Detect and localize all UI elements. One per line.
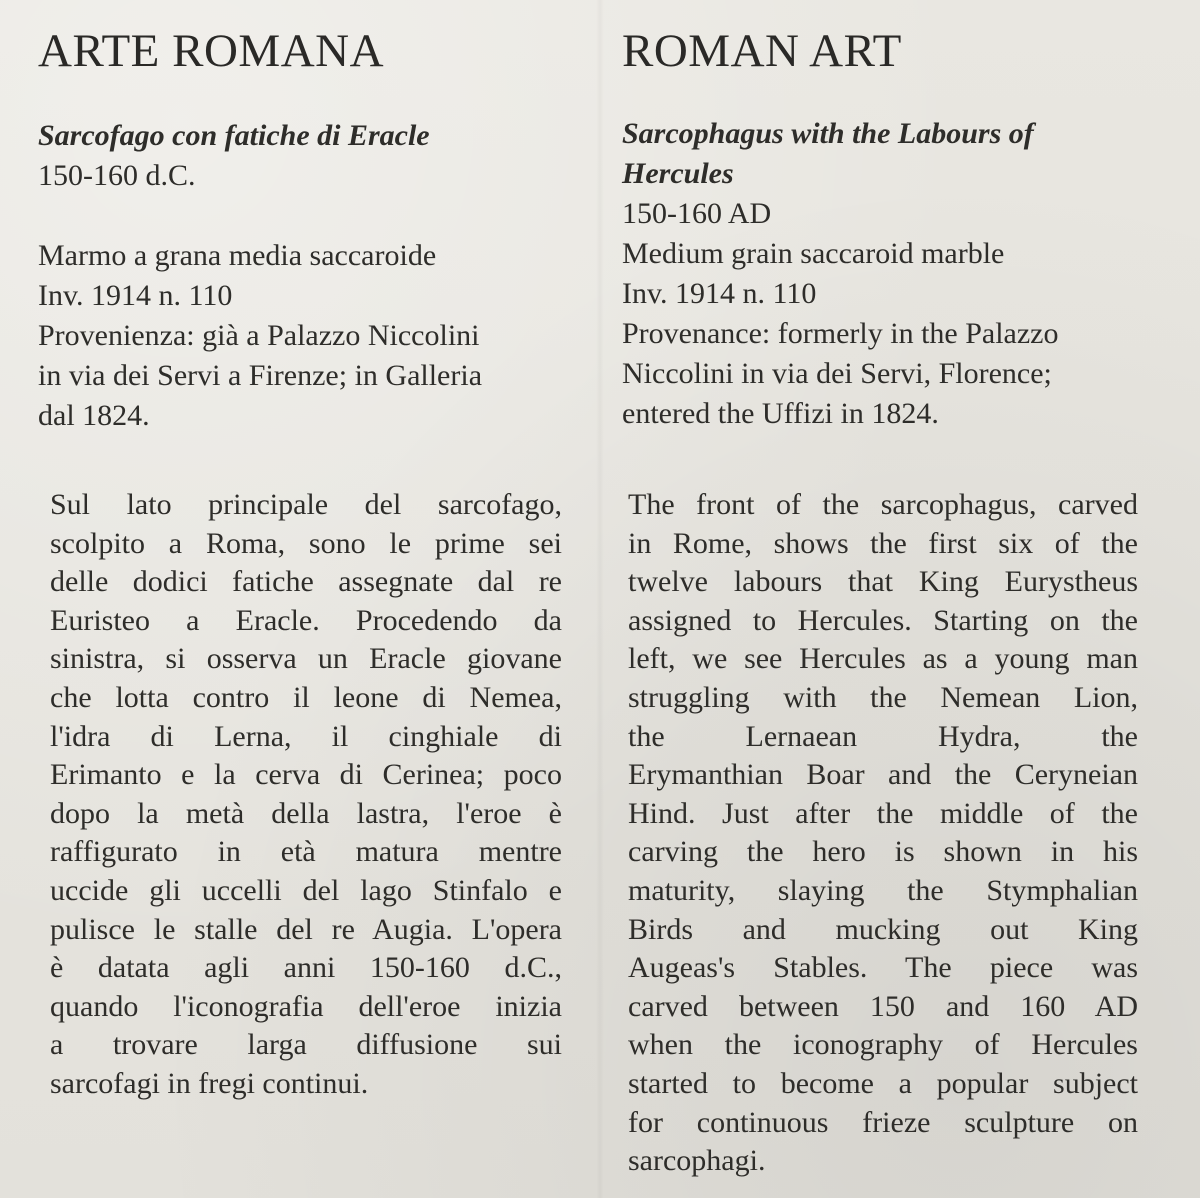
- english-description-line: Erymanthian Boar and the Ceryneian: [628, 758, 1138, 792]
- english-inventory: Inv. 1914 n. 110: [622, 277, 817, 310]
- english-artwork-title-line: Sarcophagus with the Labours of: [622, 117, 1034, 150]
- italian-heading: ARTE ROMANA: [38, 25, 385, 77]
- italian-provenance-line: dal 1824.: [38, 399, 150, 432]
- italian-description-line: Sul lato principale del sarcofago,: [50, 488, 562, 521]
- english-description-line: Augeas's Stables. The piece was: [628, 951, 1138, 985]
- english-description-line: Birds and mucking out King: [628, 912, 1138, 946]
- italian-description-line: pulisce le stalle del re Augia. L'opera: [50, 912, 562, 946]
- english-description-line: The front of the sarcophagus, carved: [628, 488, 1138, 521]
- italian-artwork-date: 150-160 d.C.: [38, 159, 196, 192]
- italian-description-line: Erimanto e la cerva di Cerinea; poco: [50, 758, 562, 792]
- italian-material: Marmo a grana media saccaroide: [38, 239, 437, 272]
- italian-provenance-line: Provenienza: già a Palazzo Niccolini: [38, 319, 480, 352]
- english-description: [628, 486, 1138, 1181]
- english-provenance-line: entered the Uffizi in 1824.: [622, 397, 939, 430]
- english-description-line: carving the hero is shown in his: [628, 835, 1138, 869]
- italian-description-line: è datata agli anni 150-160 d.C.,: [50, 951, 562, 985]
- english-material: Medium grain saccaroid marble: [622, 237, 1005, 270]
- italian-artwork-details: [38, 236, 558, 436]
- english-provenance-line: Provenance: formerly in the Palazzo: [622, 317, 1059, 350]
- italian-provenance-line: in via dei Servi a Firenze; in Galleria: [38, 359, 483, 392]
- english-description-line: maturity, slaying the Stymphalian: [628, 873, 1138, 907]
- english-description-line: Hind. Just after the middle of the: [628, 796, 1138, 830]
- italian-artwork-title: Sarcofago con fatiche di Eracle: [38, 119, 430, 152]
- italian-description-line: delle dodici fatiche assegnate dal re: [50, 565, 562, 599]
- english-description-line: when the iconography of Hercules: [628, 1028, 1138, 1062]
- english-description-line: in Rome, shows the first six of the: [628, 526, 1138, 560]
- english-artwork-date: 150-160 AD: [622, 197, 772, 230]
- english-description-line: carved between 150 and 160 AD: [628, 989, 1138, 1023]
- italian-description-line: quando l'iconografia dell'eroe inizia: [50, 989, 562, 1023]
- italian-artwork-info: [38, 116, 558, 196]
- italian-description-line: scolpito a Roma, sono le prime sei: [50, 526, 562, 560]
- english-description-line: assigned to Hercules. Starting on the: [628, 603, 1138, 637]
- panel-fold: [596, 0, 604, 1198]
- english-description-line: for continuous frieze sculpture on: [628, 1105, 1138, 1139]
- english-provenance-line: Niccolini in via dei Servi, Florence;: [622, 357, 1052, 390]
- italian-description-line: che lotta contro il leone di Nemea,: [50, 680, 562, 714]
- italian-description-line: raffigurato in età matura mentre: [50, 835, 562, 869]
- italian-description-line: dopo la metà della lastra, l'eroe è: [50, 796, 562, 830]
- english-description-line: left, we see Hercules as a young man: [628, 642, 1138, 676]
- italian-description-line: uccide gli uccelli del lago Stinfalo e: [50, 873, 562, 907]
- english-artwork-title-line: Hercules: [622, 157, 734, 190]
- english-description-line: struggling with the Nemean Lion,: [628, 680, 1138, 714]
- italian-description-line: sinistra, si osserva un Eracle giovane: [50, 642, 562, 676]
- english-description-line: the Lernaean Hydra, the: [628, 719, 1138, 753]
- italian-description-line: l'idra di Lerna, il cinghiale di: [50, 719, 562, 753]
- english-description-line: started to become a popular subject: [628, 1066, 1138, 1100]
- english-heading: ROMAN ART: [622, 25, 902, 77]
- italian-description: [50, 486, 562, 1104]
- italian-description-line: Euristeo a Eracle. Procedendo da: [50, 603, 562, 637]
- italian-description-line: sarcofagi in fregi continui.: [50, 1066, 369, 1100]
- english-description-line: twelve labours that King Eurystheus: [628, 565, 1138, 599]
- italian-description-line: a trovare larga diffusione sui: [50, 1028, 562, 1062]
- english-artwork-info: [622, 114, 1142, 434]
- italian-inventory: Inv. 1914 n. 110: [38, 279, 233, 312]
- english-description-line: sarcophagi.: [628, 1144, 766, 1178]
